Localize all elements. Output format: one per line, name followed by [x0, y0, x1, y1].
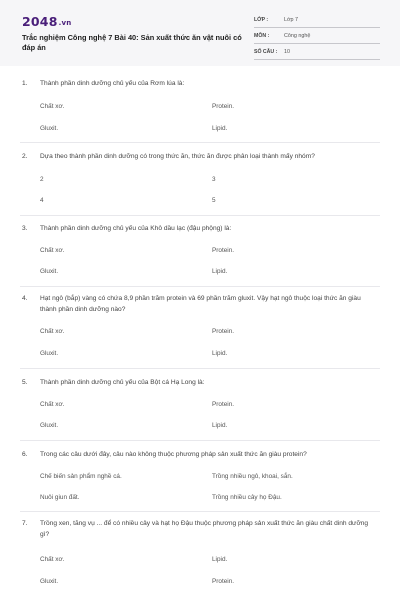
option-d[interactable]: Lipid. — [212, 350, 228, 357]
divider — [20, 215, 380, 216]
divider — [20, 142, 380, 143]
question-body: Hạt ngô (bắp) vàng có chứa 8,9 phần trăm protein và 69 phần trăm gluxit. Vậy hạt ngô thuộc loại thức ăn giàu thành phần dinh dưỡng nào? — [40, 295, 361, 313]
question-text — [22, 377, 377, 388]
meta-row-subject — [254, 30, 380, 44]
option-b[interactable]: Protein. — [212, 401, 235, 408]
meta-label-class: LỚP : — [254, 17, 269, 23]
question-number: 5. — [22, 379, 28, 386]
question-body: Thành phần dinh dưỡng chủ yếu của Bột cá Hạ Long là: — [40, 379, 205, 386]
logo-suffix: .vn — [58, 19, 72, 27]
option-d[interactable]: Trồng nhiều cây họ Đậu. — [212, 494, 282, 501]
option-a[interactable]: Chất xơ. — [40, 401, 65, 408]
option-d[interactable]: Lipid. — [212, 422, 228, 429]
option-b[interactable]: Protein. — [212, 247, 235, 254]
option-b[interactable]: Trồng nhiều ngô, khoai, sắn. — [212, 473, 293, 480]
option-c[interactable]: Nuôi giun đất. — [40, 494, 80, 501]
option-c[interactable]: Gluxit. — [40, 350, 59, 357]
option-d[interactable]: 5 — [212, 197, 216, 204]
option-c[interactable]: 4 — [40, 197, 44, 204]
option-c[interactable]: Gluxit. — [40, 125, 59, 132]
question-body: Thành phần dinh dưỡng chủ yếu của Khô dầu lạc (đậu phộng) là: — [40, 225, 232, 232]
option-b[interactable]: Protein. — [212, 328, 235, 335]
option-a[interactable]: 2 — [40, 176, 44, 183]
question-number: 1. — [22, 80, 28, 87]
meta-label-count: SỐ CÂU : — [254, 49, 278, 55]
question-text — [22, 449, 377, 460]
divider — [20, 440, 380, 441]
question-number: 4. — [22, 295, 28, 302]
option-a[interactable]: Chất xơ. — [40, 556, 65, 563]
option-d[interactable]: Protein. — [212, 578, 235, 585]
question-body: Thành phần dinh dưỡng chủ yếu của Rơm lúa là: — [40, 80, 185, 87]
question-text — [22, 293, 377, 315]
question-text — [22, 78, 377, 89]
option-d[interactable]: Lipid. — [212, 268, 228, 275]
option-c[interactable]: Gluxit. — [40, 422, 59, 429]
option-a[interactable]: Chất xơ. — [40, 247, 65, 254]
question-text — [22, 223, 377, 234]
meta-row-count — [254, 46, 380, 60]
question-body: Trong các câu dưới đây, câu nào không thuộc phương pháp sản xuất thức ăn giàu protein? — [40, 451, 307, 458]
option-c[interactable]: Gluxit. — [40, 578, 59, 585]
question-text — [22, 151, 377, 162]
question-number: 3. — [22, 225, 28, 232]
meta-value-subject: Công nghệ — [284, 33, 311, 39]
divider — [20, 286, 380, 287]
question-number: 7. — [22, 520, 28, 527]
divider — [20, 511, 380, 512]
option-b[interactable]: 3 — [212, 176, 216, 183]
option-a[interactable]: Chất xơ. — [40, 328, 65, 335]
question-body: Dựa theo thành phần dinh dưỡng có trong thức ăn, thức ăn được phân loại thành mấy nhóm? — [40, 153, 315, 160]
meta-label-subject: MÔN : — [254, 33, 270, 39]
site-logo[interactable] — [22, 14, 71, 29]
meta-value-count: 10 — [284, 49, 290, 55]
meta-info — [254, 14, 380, 62]
option-b[interactable]: Lipid. — [212, 556, 228, 563]
meta-value-class: Lớp 7 — [284, 17, 299, 23]
option-d[interactable]: Lipid. — [212, 125, 228, 132]
question-number: 6. — [22, 451, 28, 458]
question-body: Trồng xen, tăng vụ ... để có nhiều cây và hạt họ Đậu thuộc phương pháp sản xuất thức ăn giàu chất dinh dưỡng gì? — [40, 520, 369, 538]
option-a[interactable]: Chất xơ. — [40, 103, 65, 110]
question-number: 2. — [22, 153, 28, 160]
option-a[interactable]: Chế biến sản phẩm nghề cá. — [40, 473, 122, 480]
divider — [20, 368, 380, 369]
option-c[interactable]: Gluxit. — [40, 268, 59, 275]
logo-text: 2048 — [22, 14, 58, 29]
meta-row-class — [254, 14, 380, 28]
option-b[interactable]: Protein. — [212, 103, 235, 110]
page-header — [0, 0, 400, 66]
question-text — [22, 518, 377, 540]
page-title: Trắc nghiệm Công nghệ 7 Bài 40: Sản xuất thức ăn vật nuôi có đáp án — [22, 33, 242, 52]
